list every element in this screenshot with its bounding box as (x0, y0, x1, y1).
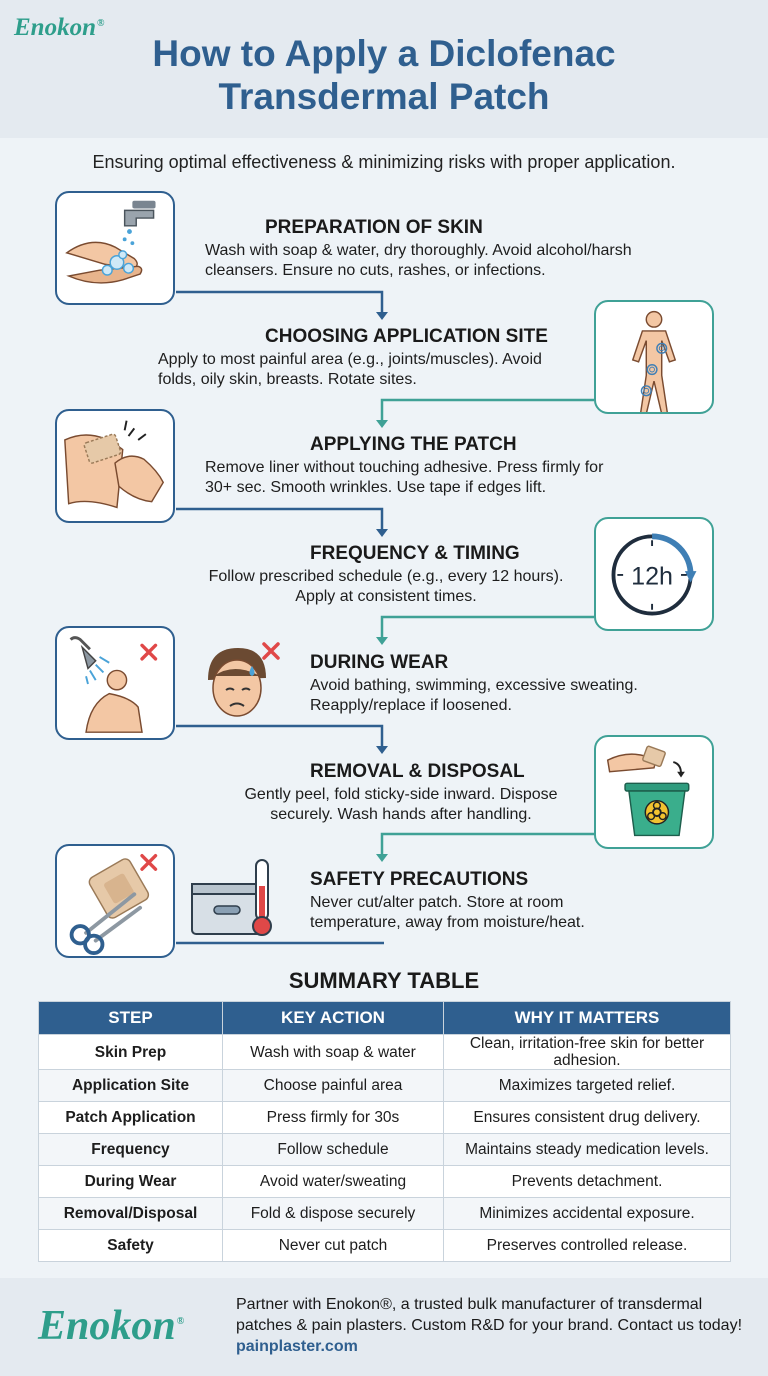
step-3-desc-line-2: 30+ sec. Smooth wrinkles. Use tape if edges lift. (205, 479, 547, 496)
table-row (39, 1102, 731, 1134)
table-cell: Removal/Disposal (39, 1198, 223, 1230)
table-cell: Maximizes targeted relief. (444, 1070, 731, 1102)
step-3-title: APPLYING THE PATCH (310, 434, 517, 455)
step-2-desc-line-1: Apply to most painful area (e.g., joints/muscles). Avoid (158, 351, 542, 368)
table-cell: Choose painful area (223, 1070, 444, 1102)
table-row (39, 1035, 731, 1070)
step-1-desc-line-1: Wash with soap & water, dry thoroughly. Avoid alcohol/harsh (205, 242, 632, 259)
biohazard-bin-icon (594, 735, 714, 849)
footer-website-link[interactable]: painplaster.com (236, 1338, 358, 1355)
header-key-action: KEY ACTION (223, 1002, 444, 1035)
page-subtitle: Ensuring optimal effectiveness & minimizing risks with proper application. (92, 152, 676, 172)
step-5-desc-line-2: Reapply/replace if loosened. (310, 697, 512, 714)
step-5-description (310, 676, 638, 716)
footer-brand-logo (38, 1302, 184, 1350)
step-7-desc-line-1: Never cut/alter patch. Store at room (310, 894, 564, 911)
clock-label: 12h (631, 562, 673, 591)
table-cell: Maintains steady medication levels. (444, 1134, 731, 1166)
step-3-desc-line-1: Remove liner without touching adhesive. Press firmly for (205, 459, 604, 476)
table-row (39, 1198, 731, 1230)
table-row (39, 1070, 731, 1102)
summary-title: SUMMARY TABLE (288, 968, 480, 993)
table-cell: Never cut patch (223, 1230, 444, 1262)
table-row (39, 1230, 731, 1262)
step-5-title: DURING WEAR (310, 652, 449, 673)
table-header-row (39, 1002, 731, 1035)
body-map-icon (594, 300, 714, 414)
brand-name: Enokon (14, 14, 96, 41)
step-7-desc-line-2: temperature, away from moisture/heat. (310, 914, 585, 931)
step-6-desc-line-2: securely. Wash hands after handling. (270, 806, 532, 823)
sweat-face-icon (192, 638, 284, 730)
step-7-description (310, 893, 585, 933)
step-3-description (205, 458, 603, 498)
step-1-description (205, 241, 632, 281)
hand-washing-icon (55, 191, 175, 305)
table-cell: Application Site (39, 1070, 223, 1102)
step-7-title: SAFETY PRECAUTIONS (310, 869, 529, 890)
step-2-desc-line-2: folds, oily skin, breasts. Rotate sites. (158, 371, 417, 388)
trademark-mark: ® (96, 17, 105, 29)
table-cell: Wash with soap & water (223, 1035, 444, 1070)
table-cell: Follow schedule (223, 1134, 444, 1166)
scissors-patch-icon (55, 844, 175, 958)
title-line-1: How to Apply a Diclofenac (152, 33, 616, 74)
storage-thermometer-icon (190, 856, 282, 938)
table-cell: Clean, irritation-free skin for better adhesion. (444, 1035, 731, 1070)
footer-brand-name: Enokon (38, 1303, 176, 1349)
step-4-desc-line-2: Apply at consistent times. (295, 588, 477, 605)
table-cell: Prevents detachment. (444, 1166, 731, 1198)
table-cell: Minimizes accidental exposure. (444, 1198, 731, 1230)
step-2-title: CHOOSING APPLICATION SITE (265, 326, 548, 347)
table-row (39, 1134, 731, 1166)
table-cell: During Wear (39, 1166, 223, 1198)
footer (0, 1278, 768, 1376)
header-why-it-matters: WHY IT MATTERS (444, 1002, 731, 1035)
footer-trademark-mark: ® (176, 1316, 185, 1327)
step-4-description (193, 567, 579, 607)
step-6-title: REMOVAL & DISPOSAL (310, 761, 525, 782)
table-cell: Ensures consistent drug delivery. (444, 1102, 731, 1134)
summary-table (38, 1001, 731, 1262)
step-4-desc-line-1: Follow prescribed schedule (e.g., every 12 hours). (208, 568, 564, 585)
shower-sweat-icon (55, 626, 175, 740)
footer-body: Partner with Enokon®, a trusted bulk manufacturer of transdermal patches & pain plasters. Custom R&D for your brand. Contact us today! (236, 1296, 743, 1334)
step-4-title: FREQUENCY & TIMING (310, 543, 520, 564)
table-cell: Safety (39, 1230, 223, 1262)
footer-text (236, 1294, 756, 1357)
press-patch-icon (55, 409, 175, 523)
table-cell: Press firmly for 30s (223, 1102, 444, 1134)
table-row (39, 1166, 731, 1198)
clock-12h-icon (594, 517, 714, 631)
table-cell: Patch Application (39, 1102, 223, 1134)
step-2-description (158, 350, 542, 390)
step-1-title: PREPARATION OF SKIN (265, 217, 483, 238)
table-cell: Skin Prep (39, 1035, 223, 1070)
table-cell: Preserves controlled release. (444, 1230, 731, 1262)
table-cell: Frequency (39, 1134, 223, 1166)
step-1-desc-line-2: cleansers. Ensure no cuts, rashes, or infections. (205, 262, 546, 279)
header-step: STEP (39, 1002, 223, 1035)
table-cell: Avoid water/sweating (223, 1166, 444, 1198)
step-6-description (233, 785, 569, 825)
title-line-2: Transdermal Patch (218, 76, 550, 117)
table-cell: Fold & dispose securely (223, 1198, 444, 1230)
step-6-desc-line-1: Gently peel, fold sticky-side inward. Dispose (244, 786, 558, 803)
step-5-desc-line-1: Avoid bathing, swimming, excessive sweating. (310, 677, 638, 694)
